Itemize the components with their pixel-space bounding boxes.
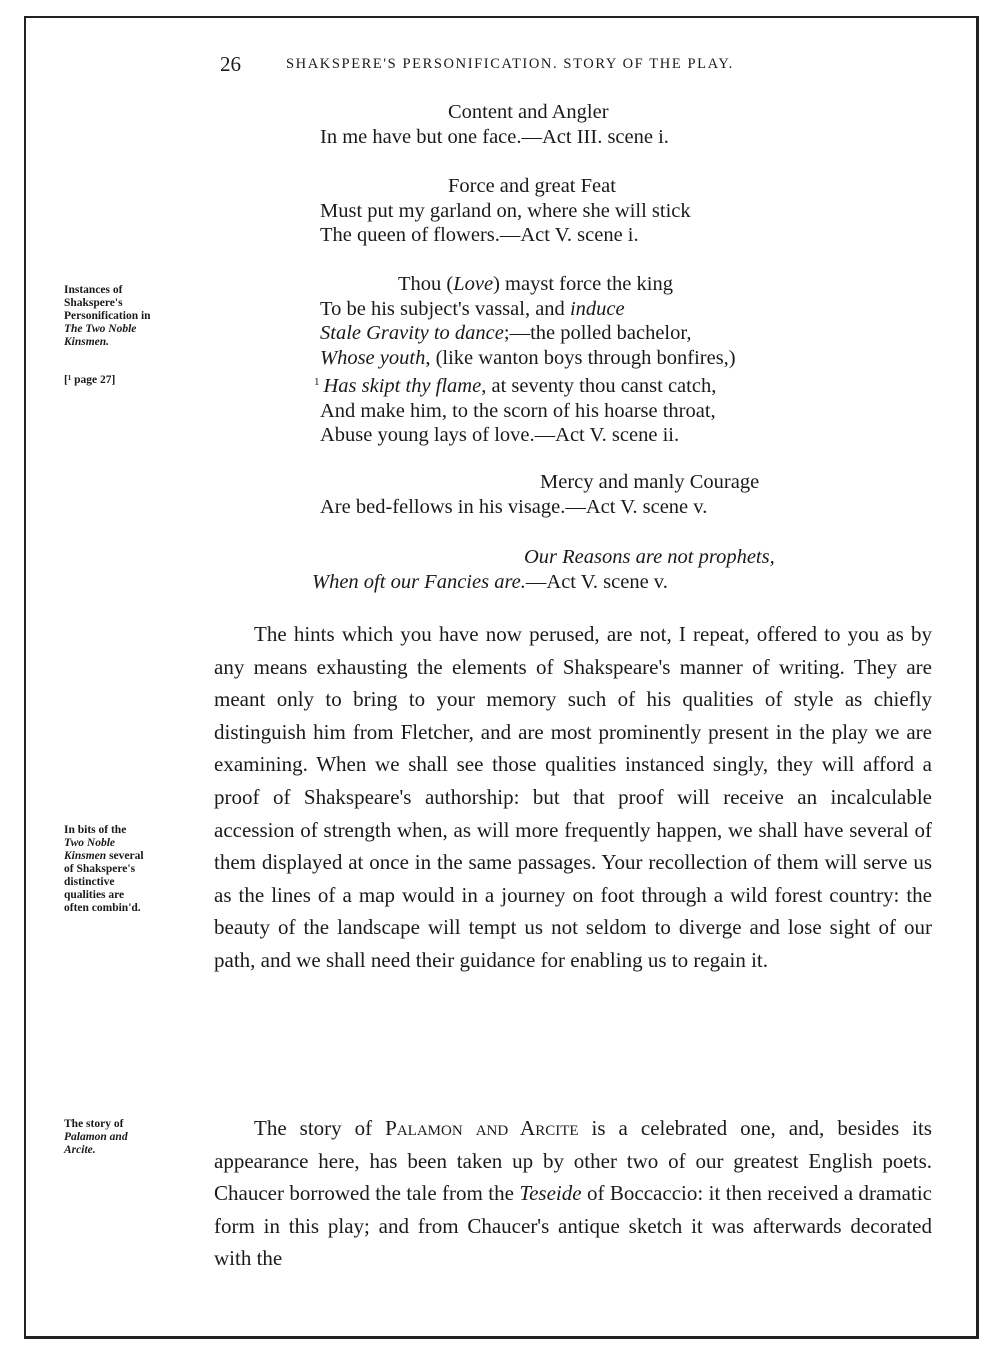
verse-line: Mercy and manly Courage (540, 471, 760, 493)
page-header (0, 52, 1000, 82)
verse-block-content-angler (320, 100, 669, 149)
verse-line: When oft our Fancies are.—Act V. scene v. (312, 570, 668, 593)
verse-line: Thou (Love) mayst force the king (398, 273, 673, 295)
sidenote-bits: In bits of the Two Noble Kinsmen several of Shakspere's distinctive qualities are often combin'd. (64, 824, 144, 914)
verse-line: Abuse young lays of love.—Act V. scene ii. (320, 424, 680, 446)
verse-block-love (314, 272, 736, 448)
verse-line: Content and Angler (448, 101, 609, 123)
verse-line: Whose youth, (like wanton boys through bonfires,) (320, 346, 736, 369)
paragraph-hints: The hints which you have now perused, are not, I repeat, offered to you as by any means exhausting the elements of Shakspeare's manner of writing. They are meant only to bring to your memory such of his qualities of style as chiefly distinguish him from Fletcher, and are most prominently present in the play we are examining. When we shall see those qualities instanced singly, they will afford a proof of Shakspeare's authorship: but that proof will receive an incalculable accession of strength when, as will more frequently happen, we shall have several of them displayed at once in the same passages. Your recollection of them will serve us as the lines of a map would in a journey on foot through a wild forest country: the beauty of the landscape will tempt us not seldom to diverge and lose sight of our path, and we shall need their guidance for enabling us to regain it. (214, 622, 932, 972)
page-number: 26 (220, 52, 241, 76)
verse-line: Stale Gravity to dance;—the polled bachelor, (320, 322, 692, 344)
verse-block-reasons (312, 545, 775, 594)
verse-line: The queen of flowers.—Act V. scene i. (320, 224, 639, 246)
running-title: SHAKSPERE'S PERSONIFICATION. STORY OF THE PLAY. (286, 56, 734, 72)
verse-line: Must put my garland on, where she will stick (320, 199, 691, 222)
sidenote-story: The story of Palamon and Arcite. (64, 1118, 128, 1156)
verse-line: Force and great Feat (448, 175, 616, 197)
verse-line: Are bed-fellows in his visage.—Act V. scene v. (320, 495, 708, 518)
verse-line: To be his subject's vassal, and induce (320, 297, 625, 320)
verse-line: Our Reasons are not prophets, (524, 546, 775, 568)
sidenote-instances: Instances of Shakspere's Personification in The Two Noble Kinsmen. (64, 284, 151, 348)
paragraph-story: The story of Palamon and Arcite is a celebrated one, and, besides its appearance here, has been taken up by other two of our greatest English poets. Chaucer borrowed the tale from the Teseide of Boccaccio: it then received a dramatic form in this play; and from Chaucer's antique sketch it was afterwards decorated with the (214, 1116, 932, 1271)
verse-line: In me have but one face.—Act III. scene i. (320, 125, 669, 148)
verse-block-force-feat (320, 174, 691, 248)
verse-block-mercy (320, 470, 759, 519)
footnote-marker: 1 (314, 376, 320, 388)
verse-line: $^1$ Has skipt thy flame, at seventy thou canst catch, (314, 375, 717, 397)
sidenote-footnote-ref: [¹ page 27] (64, 374, 116, 386)
verse-line: And make him, to the scorn of his hoarse throat, (320, 399, 716, 422)
